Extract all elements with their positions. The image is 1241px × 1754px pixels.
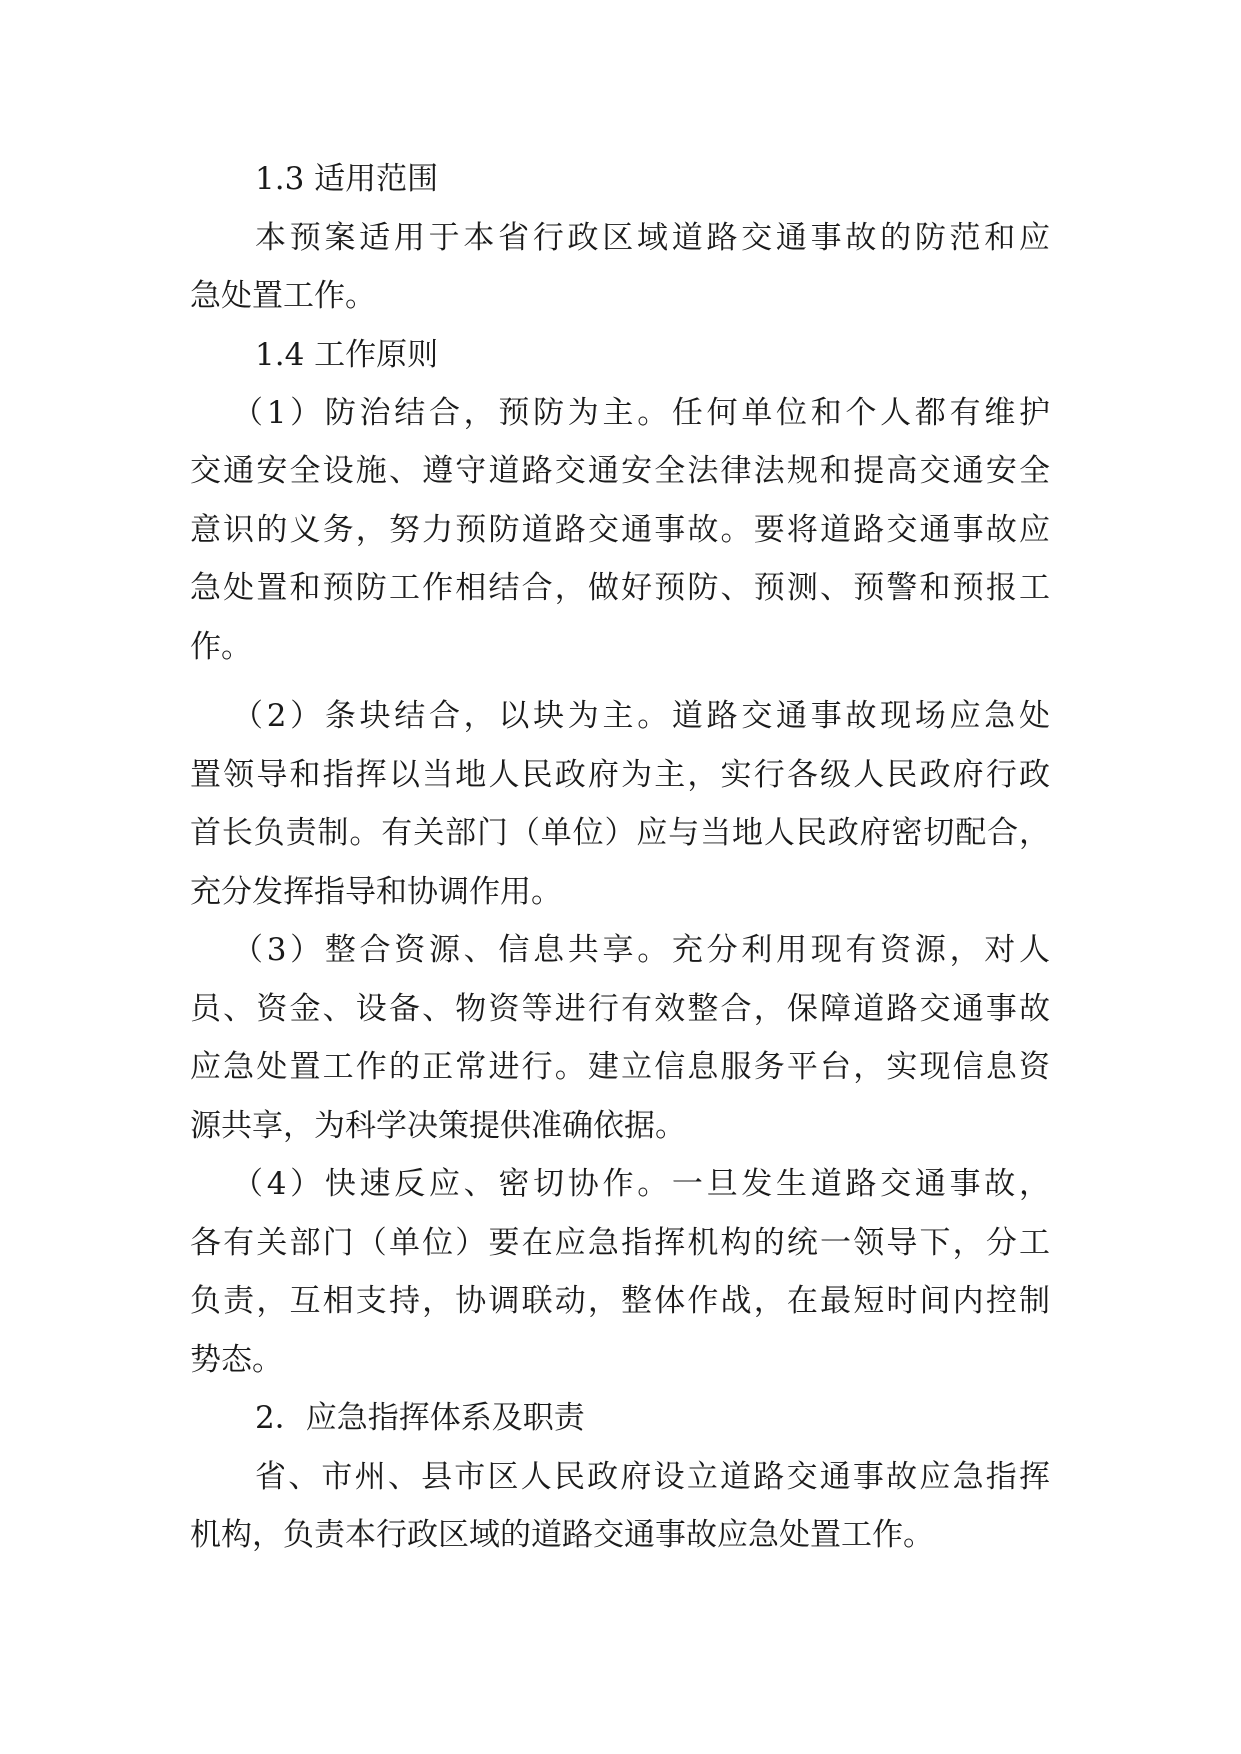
paragraph-line: 省、市州、县市区人民政府设立道路交通事故应急指挥 bbox=[255, 1459, 1050, 1495]
paragraph-line: 员、资金、设备、物资等进行有效整合，保障道路交通事故 bbox=[190, 991, 1050, 1027]
paragraph-line: （4）快速反应、密切协作。一旦发生道路交通事故， bbox=[232, 1166, 1050, 1202]
paragraph-line: 急处置工作。 bbox=[190, 278, 376, 314]
paragraph-line: 各有关部门（单位）要在应急指挥机构的统一领导下，分工 bbox=[190, 1225, 1050, 1261]
paragraph-line: 机构，负责本行政区域的道路交通事故应急处置工作。 bbox=[190, 1517, 934, 1553]
heading-1-4-principles: 1.4 工作原则 bbox=[255, 337, 439, 373]
paragraph-line: 置领导和指挥以当地人民政府为主，实行各级人民政府行政 bbox=[190, 757, 1050, 793]
paragraph-line: 首长负责制。有关部门（单位）应与当地人民政府密切配合， bbox=[190, 815, 1050, 851]
paragraph-line: （2）条块结合，以块为主。道路交通事故现场应急处 bbox=[232, 698, 1050, 734]
heading-1-3-scope: 1.3 适用范围 bbox=[255, 161, 439, 197]
paragraph-line: 作。 bbox=[190, 629, 252, 665]
paragraph-line: 势态。 bbox=[190, 1342, 283, 1378]
paragraph-line: 应急处置工作的正常进行。建立信息服务平台，实现信息资 bbox=[190, 1049, 1050, 1085]
paragraph-line: 交通安全设施、遵守道路交通安全法律法规和提高交通安全 bbox=[190, 453, 1050, 489]
paragraph-line: 本预案适用于本省行政区域道路交通事故的防范和应 bbox=[255, 220, 1050, 256]
paragraph-line: 源共享，为科学决策提供准确依据。 bbox=[190, 1108, 686, 1144]
heading-2-command-system: 2．应急指挥体系及职责 bbox=[255, 1400, 585, 1436]
paragraph-line: 充分发挥指导和协调作用。 bbox=[190, 874, 562, 910]
paragraph-line: 急处置和预防工作相结合，做好预防、预测、预警和预报工 bbox=[190, 570, 1050, 606]
paragraph-line: 负责，互相支持，协调联动，整体作战，在最短时间内控制 bbox=[190, 1283, 1050, 1319]
paragraph-line: 意识的义务，努力预防道路交通事故。要将道路交通事故应 bbox=[190, 512, 1050, 548]
paragraph-line: （3）整合资源、信息共享。充分利用现有资源，对人 bbox=[232, 932, 1050, 968]
paragraph-line: （1）防治结合，预防为主。任何单位和个人都有维护 bbox=[232, 395, 1050, 431]
